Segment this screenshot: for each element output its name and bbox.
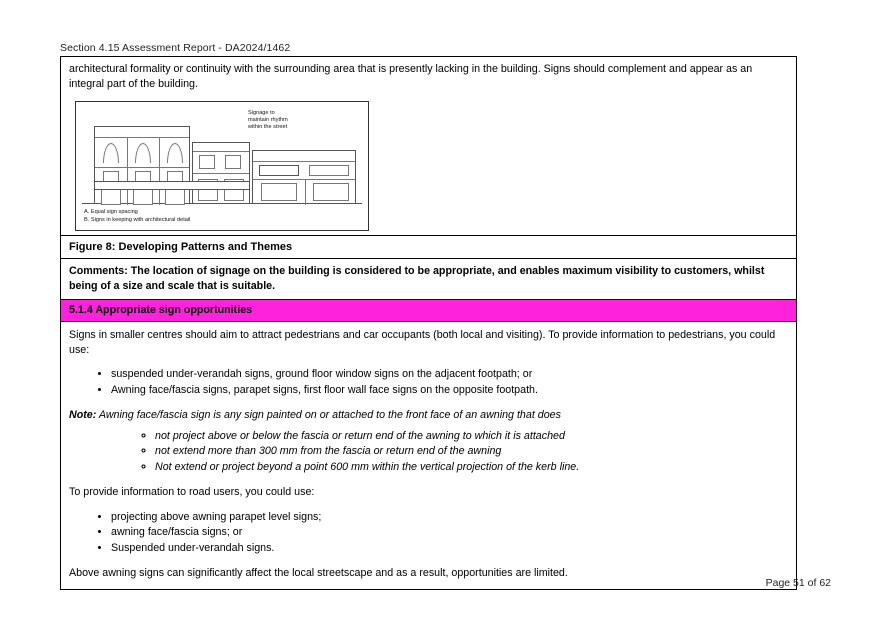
- list-item: ◦ Not extend or project beyond a point 600 mm within the vertical projection of the kerb line.: [155, 460, 788, 476]
- section-heading-5-1-4: 5.1.4 Appropriate sign opportunities: [61, 300, 796, 322]
- note-paragraph: [69, 408, 788, 423]
- list-item: ◦ not project above or below the fascia or return end of the awning to which it is attached: [155, 429, 788, 445]
- intro-paragraph: architectural formality or continuity with the surrounding area that is presently lacking in the building. Signs should complement and appear as an integral part of the building.: [69, 63, 753, 90]
- list-item: ◦ not extend more than 300 mm from the fascia or return end of the awning: [155, 444, 788, 460]
- figure-building-right: [252, 150, 356, 204]
- figure-building-mid: [192, 142, 250, 204]
- note-sub-list: [69, 429, 788, 476]
- figure-8-image: [75, 101, 369, 231]
- content-table: [60, 56, 797, 590]
- section-body: [61, 322, 796, 589]
- road-user-options-list: [69, 510, 788, 557]
- list-item: • projecting above awning parapet level signs;: [111, 510, 788, 526]
- page-footer: Page 51 of 62: [765, 577, 831, 589]
- figure-awning-band: [94, 181, 250, 190]
- comments-row: Comments: The location of signage on the building is considered to be appropriate, and enables maximum visibility to customers, whilst being of a size and scale that is suitable.: [61, 259, 796, 300]
- figure-container: [61, 93, 796, 235]
- document-header: Section 4.15 Assessment Report - DA2024/1462: [60, 42, 291, 54]
- figure-building-terrace: [94, 126, 190, 204]
- pedestrian-intro: Signs in smaller centres should aim to attract pedestrians and car occupants (both local and visiting). To provide information to pedestrians, you could use:: [69, 329, 776, 356]
- figure-legend: [84, 208, 190, 224]
- pedestrian-options-list: [69, 367, 788, 398]
- figure-legend-b: B. Signs in keeping with architectural detail: [84, 217, 191, 223]
- figure-caption: Figure 8: Developing Patterns and Themes: [61, 235, 796, 259]
- list-item: • suspended under-verandah signs, ground floor window signs on the adjacent footpath; or: [111, 367, 788, 383]
- figure-legend-a: A. Equal sign spacing: [84, 209, 138, 215]
- road-users-intro: To provide information to road users, you could use:: [69, 486, 315, 498]
- note-label: Note:: [69, 409, 97, 421]
- list-item: • Awning face/fascia signs, parapet signs, first floor wall face signs on the opposite footpath.: [111, 383, 788, 399]
- note-text: Awning face/fascia sign is any sign painted on or attached to the front face of an awning that does: [98, 409, 561, 421]
- list-item: • awning face/fascia signs; or: [111, 525, 788, 541]
- closing-paragraph: Above awning signs can significantly affect the local streetscape and as a result, opportunities are limited.: [69, 567, 568, 579]
- list-item: • Suspended under-verandah signs.: [111, 541, 788, 557]
- figure-annotation: Signage to maintain rhythm within the street: [248, 110, 288, 130]
